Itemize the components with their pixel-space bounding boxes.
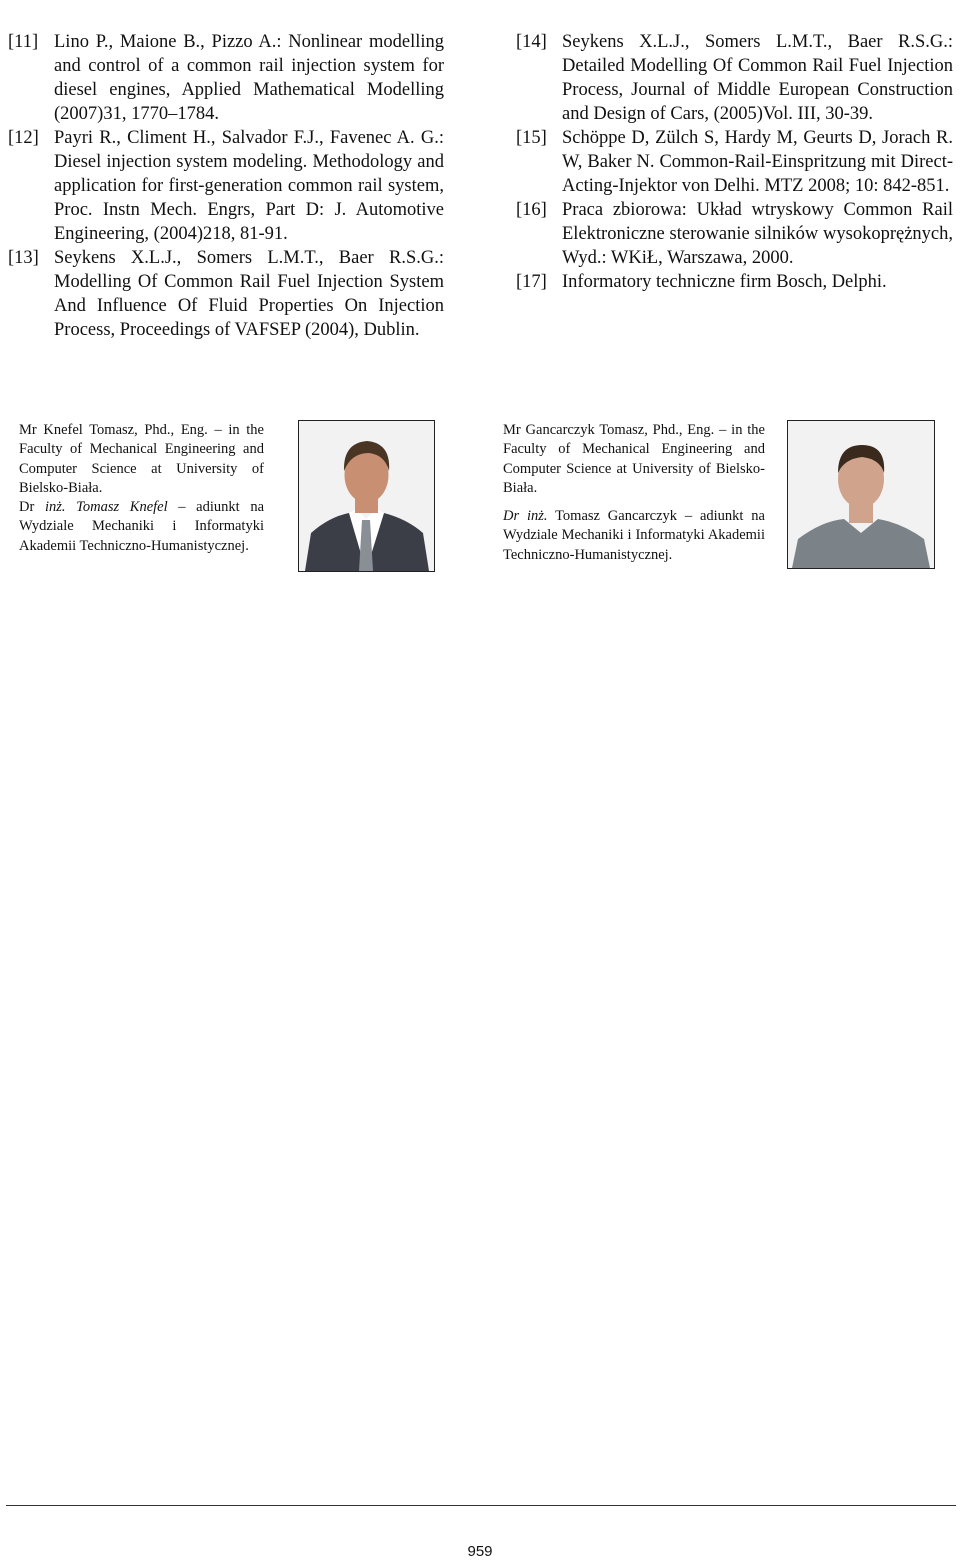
portrait-gancarczyk	[788, 421, 934, 568]
reference-number: [16]	[516, 200, 547, 220]
author-bio-english: Mr Gancarczyk Tomasz, Phd., Eng. – in the Faculty of Mechanical Engineering and Computer Science at University of Bielsko-Biała.	[503, 422, 765, 496]
reference-11	[8, 30, 444, 126]
author-photo-knefel	[298, 420, 435, 572]
author-photo-gancarczyk	[787, 420, 935, 569]
reference-text: Payri R., Climent H., Salvador F.J., Favenec A. G.: Diesel injection system modeling. Methodology and application for first-generation common rail system, Proc. Instn Mech. Engrs, Part D: J. Automotive Engineering, (2004)218, 81-91.	[54, 128, 444, 244]
reference-text: Seykens X.L.J., Somers L.M.T., Baer R.S.G.: Detailed Modelling Of Common Rail Fuel Injection Process, Journal of Middle European Construction and Design of Cars, (2005)Vol. III, 30-39.	[562, 32, 953, 124]
reference-14	[516, 30, 953, 126]
page-number: 959	[467, 1543, 493, 1560]
reference-number: [15]	[516, 128, 547, 148]
reference-16	[516, 198, 953, 270]
author-bio-polish	[503, 507, 765, 565]
author-bio-knefel	[19, 421, 264, 556]
author-degree: Dr	[19, 499, 45, 516]
author-affiliation: Tomasz Gancarczyk – adiunkt na Wydziale Mechaniki i Informatyki Akademii Techniczno-Humanistycznej.	[503, 508, 765, 563]
reference-15	[516, 126, 953, 198]
author-affiliation: – adiunkt na Wydziale Mechaniki i Informatyki Akademii Techniczno-Humanistycznej.	[19, 499, 264, 554]
author-bio-polish	[19, 498, 264, 556]
portrait-knefel	[299, 421, 434, 571]
reference-number: [17]	[516, 272, 547, 292]
reference-12	[8, 126, 444, 246]
reference-text: Praca zbiorowa: Układ wtryskowy Common Rail Elektroniczne sterowanie silników wysokoprężnych, Wyd.: WKiŁ, Warszawa, 2000.	[562, 200, 953, 268]
reference-text: Seykens X.L.J., Somers L.M.T., Baer R.S.G.: Modelling Of Common Rail Fuel Injection System And Influence Of Fluid Properties On Injection Process, Proceedings of VAFSEP (2004), Dublin.	[54, 248, 444, 340]
author-bio-english: Mr Knefel Tomasz, Phd., Eng. – in the Faculty of Mechanical Engineering and Computer Science at University of Bielsko-Biała.	[19, 422, 264, 496]
author-bio-gancarczyk	[503, 421, 765, 565]
reference-text: Lino P., Maione B., Pizzo A.: Nonlinear modelling and control of a common rail injection system for diesel engines, Applied Mathematical Modelling (2007)31, 1770–1784.	[54, 32, 444, 124]
reference-13	[8, 246, 444, 342]
reference-number: [11]	[8, 32, 39, 52]
reference-list-left	[8, 30, 444, 342]
reference-text: Informatory techniczne firm Bosch, Delphi.	[562, 272, 887, 292]
footer-rule	[6, 1505, 956, 1506]
author-name-italic: inż. Tomasz Knefel	[44, 499, 168, 516]
reference-17	[516, 270, 953, 294]
reference-list-right	[516, 30, 953, 294]
reference-number: [12]	[8, 128, 39, 148]
reference-number: [14]	[516, 32, 547, 52]
reference-number: [13]	[8, 248, 39, 268]
reference-text: Schöppe D, Zülch S, Hardy M, Geurts D, Jorach R. W, Baker N. Common-Rail-Einspritzung mit Direct-Acting-Injektor von Delhi. MTZ 2008; 10: 842-851.	[562, 128, 953, 196]
author-name-italic: Dr inż.	[503, 508, 548, 525]
